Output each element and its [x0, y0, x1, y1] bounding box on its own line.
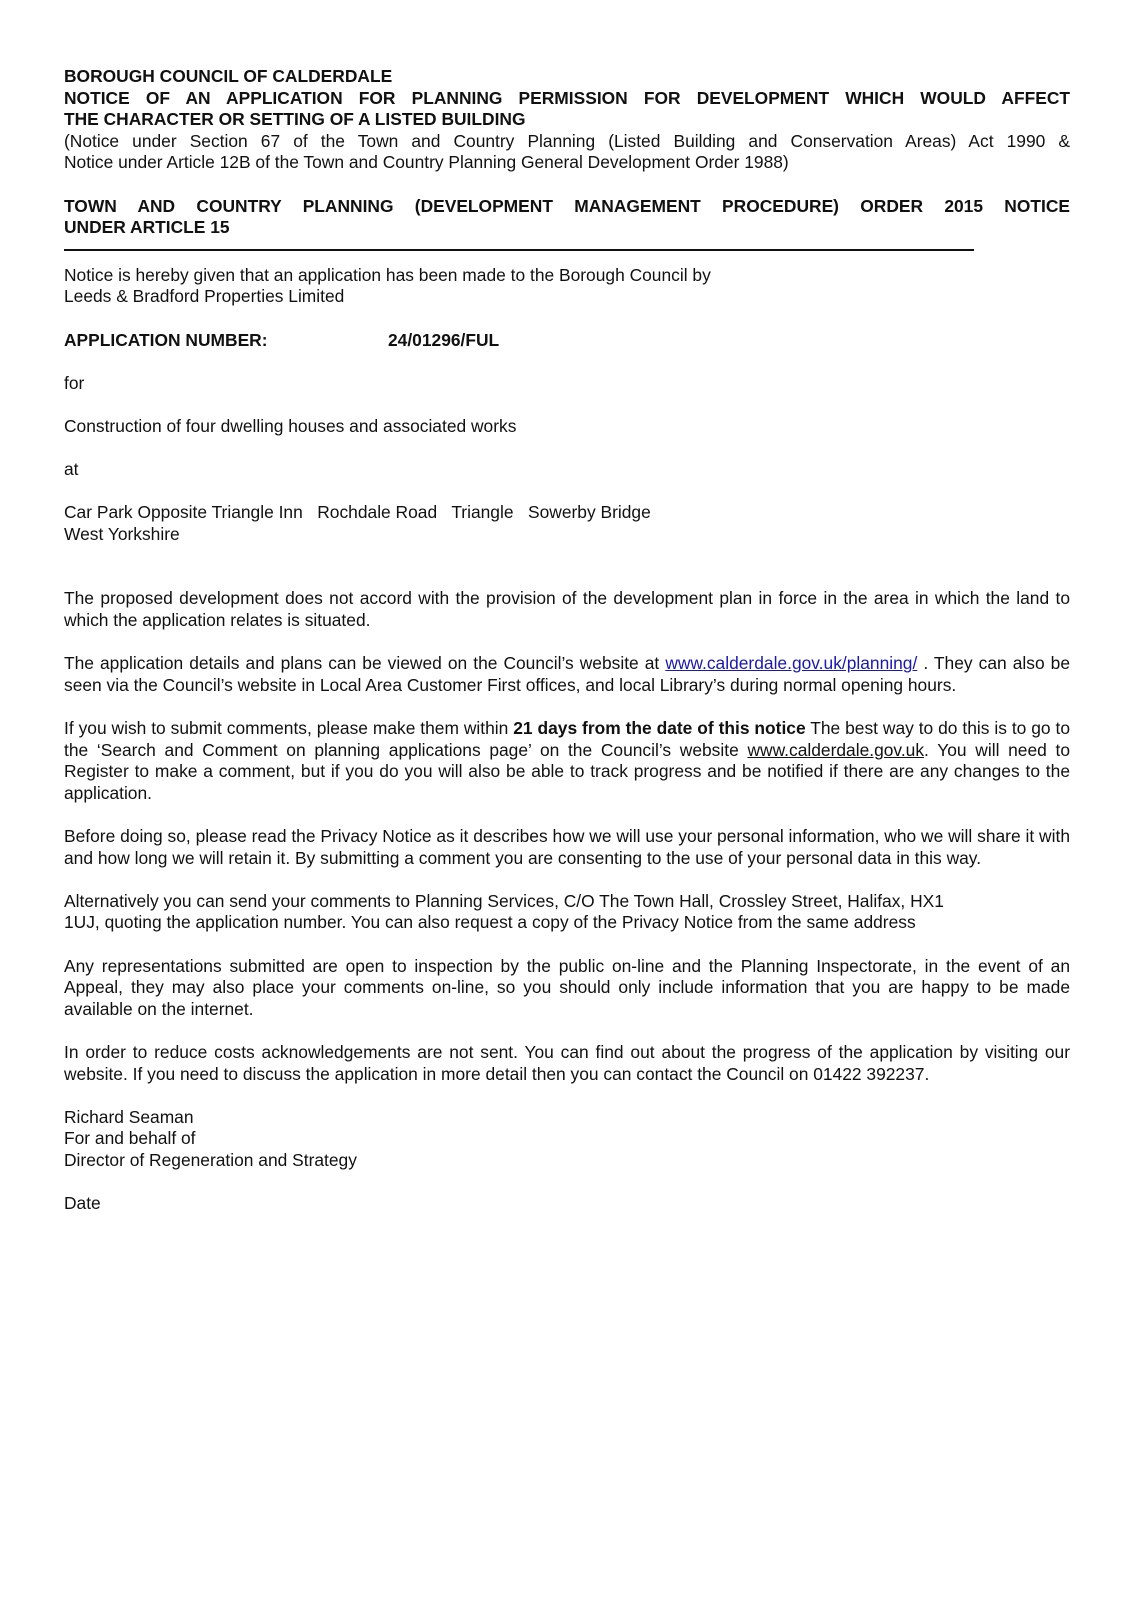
- council-name: BOROUGH COUNCIL OF CALDERDALE: [64, 66, 393, 86]
- applicant-name: Leeds & Bradford Properties Limited: [64, 286, 345, 307]
- notice-title-line1: NOTICE OF AN APPLICATION FOR PLANNING PERMISSION FOR DEVELOPMENT WHICH WOULD AFFECT: [64, 87, 1070, 108]
- privacy-paragraph: Before doing so, please read the Privacy Notice as it describes how we will use your personal information, who we will share it with and how long we will retain it. By submitting a comment you are consenting to the use of your personal data in this way.: [64, 826, 1070, 868]
- signatory-behalf: For and behalf of: [64, 1128, 196, 1149]
- submit-comments-text: If you wish to submit comments, please make them within: [64, 718, 514, 739]
- notice-subtitle-line2: Notice under Article 12B of the Town and Country Planning General Development Order 1988): [64, 152, 789, 173]
- signatory-name: Richard Seaman: [64, 1106, 194, 1127]
- site-address-line2: West Yorkshire: [64, 523, 180, 544]
- for-label: for: [64, 372, 85, 393]
- representations-paragraph: Any representations submitted are open to inspection by the public on-line and the Planning Inspectorate, in the event of an Appeal, they may also place your comments on-line, so you should only include information that you are happy to be made available on the internet.: [64, 955, 1070, 1019]
- view-details-text-after: . They can also be seen via the Council’s website in Local Area Customer First offices, and local Library’s during normal opening hours.: [64, 653, 1070, 695]
- signatory-role: Director of Regeneration and Strategy: [64, 1149, 357, 1170]
- planning-website-link[interactable]: www.calderdale.gov.uk/planning/: [665, 653, 918, 674]
- development-plan-paragraph: The proposed development does not accord with the provision of the development plan in force in the area in which the land to which the application relates is situated.: [64, 588, 1070, 631]
- notice-subtitle-line1: (Notice under Section 67 of the Town and Country Planning (Listed Building and Conservation Areas) Act 1990 &: [64, 130, 1070, 151]
- postal-comments-line1: Alternatively you can send your comments to Planning Services, C/O The Town Hall, Crossley Street, Halifax, HX1: [64, 890, 944, 911]
- view-details-paragraph: [64, 653, 1070, 696]
- at-label: at: [64, 459, 79, 480]
- application-number-value: 24/01296/FUL: [388, 329, 500, 350]
- notice-title-line2: THE CHARACTER OR SETTING OF A LISTED BUILDING: [64, 109, 526, 130]
- postal-comments-line2: 1UJ, quoting the application number. You can also request a copy of the Privacy Notice from the same address: [64, 912, 916, 933]
- application-number-label: APPLICATION NUMBER:: [64, 329, 268, 350]
- view-details-text: The application details and plans can be viewed on the Council’s website at: [64, 653, 666, 674]
- submit-comments-paragraph: [64, 718, 1070, 804]
- submit-comments-text-mid: The best way to do this is to go to the ‘Search and Comment on planning applications page’ on the Council’s website: [64, 718, 1070, 760]
- order-title-line2: UNDER ARTICLE 15: [64, 217, 230, 238]
- submit-comments-text-after: . You will need to Register to make a comment, but if you do you will also be able to track progress and be notified if there are any changes to the application.: [64, 739, 1071, 803]
- acknowledgements-paragraph: In order to reduce costs acknowledgements are not sent. You can find out about the progress of the application by visiting our website. If you need to discuss the application in more detail then you can contact the Council on 01422 392237.: [64, 1041, 1070, 1084]
- order-title-line1: TOWN AND COUNTRY PLANNING (DEVELOPMENT MANAGEMENT PROCEDURE) ORDER 2015 NOTICE: [64, 195, 1070, 216]
- development-description: Construction of four dwelling houses and associated works: [64, 415, 517, 436]
- council-website-link[interactable]: www.calderdale.gov.uk: [747, 739, 925, 760]
- date-label: Date: [64, 1193, 101, 1214]
- application-intro: Notice is hereby given that an application has been made to the Borough Council by: [64, 264, 711, 285]
- deadline-text: 21 days from the date of this notice: [513, 718, 806, 739]
- notice-document: [64, 66, 1070, 1215]
- site-address-line1: Car Park Opposite Triangle Inn Rochdale Road Triangle Sowerby Bridge: [64, 502, 651, 523]
- application-number-row: [64, 330, 1070, 352]
